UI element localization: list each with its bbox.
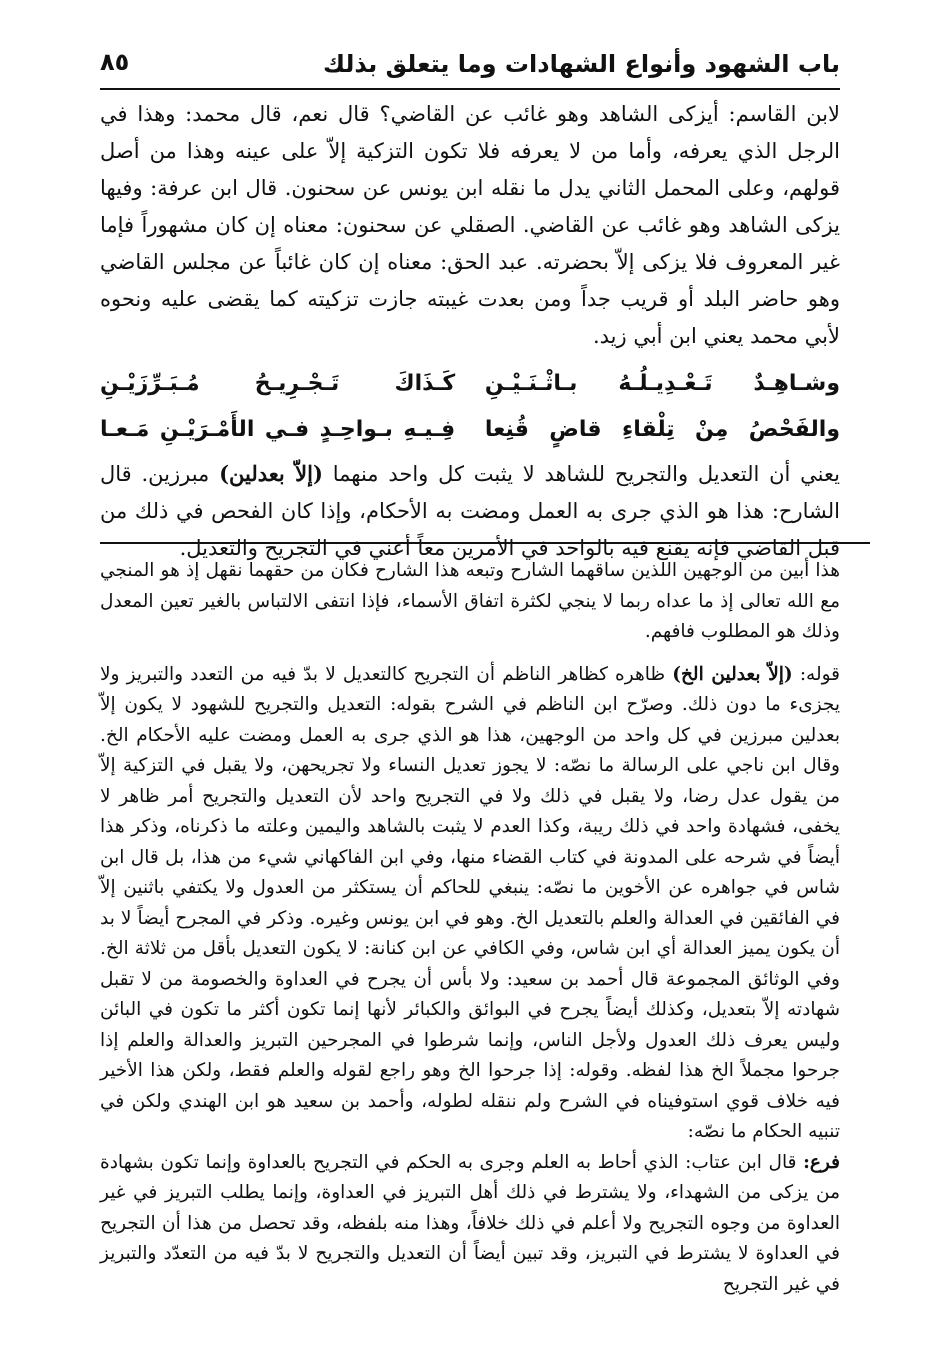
branch-label: فرع: [803, 1151, 840, 1173]
footnote-2 [100, 660, 840, 1301]
paragraph-text: مبرزين. قال الشارح: هذا هو الذي جرى به العمل ومضت به الأحكام، وإذا كان الفحص في ذلك من قبل القاضي فإنه يقنع فيه بالواحد في الأمرين معاً أعني في التجريح والتعديل. [100, 462, 840, 560]
verse-line-2 [100, 407, 840, 453]
page-header [100, 40, 840, 90]
bold-quote: (إلاّ بعدلين الخ) [672, 663, 793, 685]
footnote-1: هذا أبين من الوجهين اللذين ساقهما الشارح وتبعه هذا الشارح فكان من حقهما نقهل إذ هو المنجي مع الله تعالى إذ ما عداه ربما لا ينجي لكثرة اتفاق الأسماء، فإذا انتفى الالتباس بالغير تعين المعدل وذلك هو المطلوب فافهم. [100, 560, 840, 642]
footnote-body: قال ابن عتاب: الذي أحاط به العلم وجرى به الحكم في التجريح بالعداوة وإنما تكون بشهادة من يزكى من الشهداء، ولا يشترط في ذلك أهل التبريز في العداوة، وإنما يطلب التبريز في غير العداوة من وجوه التجريح ولا أعلم في ذلك خلافاً، وهذا منه بلفظه، وقد تحصل من هذا أن التجريح في العداوة لا يشترط في التبريز، وقد تبين أيضاً أن التعديل والتجريح لا بدّ فيه من التعدّد والتبريز في غير التجريح [100, 1151, 840, 1295]
verse-line-1 [100, 361, 840, 407]
footnotes [100, 556, 840, 1300]
footnote-lead: قوله: [799, 663, 841, 685]
running-title: باب الشهود وأنواع الشهادات وما يتعلق بذلك [323, 50, 840, 78]
main-text [100, 96, 840, 567]
verse-hemistich: والفَحْصُ مِنْ تِلْقاءِ قاضٍ قُنِعا [484, 417, 840, 442]
footnote-divider [100, 542, 870, 544]
page-number: ٨٥ [100, 48, 130, 76]
main-paragraph-1: لابن القاسم: أيزكى الشاهد وهو غائب عن القاضي؟ قال نعم، قال محمد: وهذا في الرجل الذي يعرفه، وأما من لا يعرفه فلا تكون التزكية إلاّ على عينه وهذا من أصل قولهم، وعلى المحمل الثاني يدل ما نقله ابن يونس عن سحنون. قال ابن عرفة: وفيها يزكى الشاهد وهو غائب عن القاضي. الصقلي عن سحنون: معناه إن كان مشهوراً فإما غير المعروف فلا يزكى إلاّ بحضرته. عبد الحق: معناه إن كان غائباً عن مجلس القاضي وهو حاضر البلد أو قريب جداً ومن بعدت غيبته جازت تزكيته كما يقضى عليه ونحوه لأبي محمد يعني ابن أبي زيد. [100, 102, 840, 348]
main-paragraph-2 [100, 455, 840, 567]
verse-hemistich: وشـاهِـدٌ تَـعْـدِيـلُـهُ بـاثْـنَـيْـنِ [484, 371, 840, 396]
footnote-body: ظاهره كظاهر الناظم أن التجريح كالتعديل لا بدّ فيه من التعدد والتبريز ولا يجزىء ما دون ذلك. وصرّح ابن الناظم في الشرح بقوله: التعديل والتجريح للشهود لا يكون إلاّ بعدلين مبرزين في كل واحد من الوجهين، هذا هو الذي جرى به العمل ومضت عليه الأحكام الخ. وقال ابن ناجي على الرسالة ما نصّه: لا يجوز تعديل النساء ولا تجريحهن، ولا يقبل في التزكية إلاّ من يقول عدل رضا، ولا يقبل في ذلك ولا في التجريح واحد لأن التعديل والتجريح أمر ظاهر لا يخفى، فشهادة واحد في ذلك ريبة، وكذا العدم لا يثبت بالشاهد واليمين وعلته ما ذكرناه، وذكر هذا أيضاً في شرحه على المدونة في كتاب القضاء منها، وفي ابن الفاكهاني شيء من هذا، بل قال ابن شاس في جواهره عن الأخوين ما نصّه: ينبغي للحاكم أن يستكثر من العدول ولا يكتفي باثنين إلاّ في الفائقين في العدالة والعلم بالتعديل الخ. وهو في ابن يونس وغيره. وذكر في المجرح أيضاً لا بد أن يكون يميز العدالة أي ابن شاس، وفي الكافي عن ابن كنانة: لا يكون التعديل بأقل من ثلاثة الخ. وفي الوثائق المجموعة قال أحمد بن سعيد: ولا بأس أن يجرح في العداوة والخصومة من لا تقبل شهادته إلاّ بتعديل، وكذلك أيضاً يجرح في البوائق والكبائر لأنها إنما تكون أكثر ما تكون في البائن وليس يعرف ذلك العدول ولأجل الناس، وإنما شرطوا في المجرحين التبريز والعدالة والعلم إذا جرحوا مجملاً الخ هذا لفظه. وقوله: إذا جرحوا الخ وهو راجع لقوله والعلم فقط، ولكن هذا الأخير فيه خلاف قوي استوفيناه في الشرح ولم ننقله لطوله، وأحمد بن سعيد هو ابن الهندي ولكن في تنبيه الحكام ما نصّه: [100, 663, 840, 1142]
verse-hemistich: فِـيـهِ بـواحِـدٍ فـي الأَمْـرَيْـنِ مَـعـا [100, 417, 456, 442]
verse-hemistich: كَـذَاكَ تَـجْـرِيـحُ مُـبَـرِّزَيْـنِ [100, 371, 456, 396]
bold-quote: (إلاّ بعدلين) [219, 461, 323, 486]
paragraph-text: يعني أن التعديل والتجريح للشاهد لا يثبت كل واحد منهما [332, 462, 840, 486]
